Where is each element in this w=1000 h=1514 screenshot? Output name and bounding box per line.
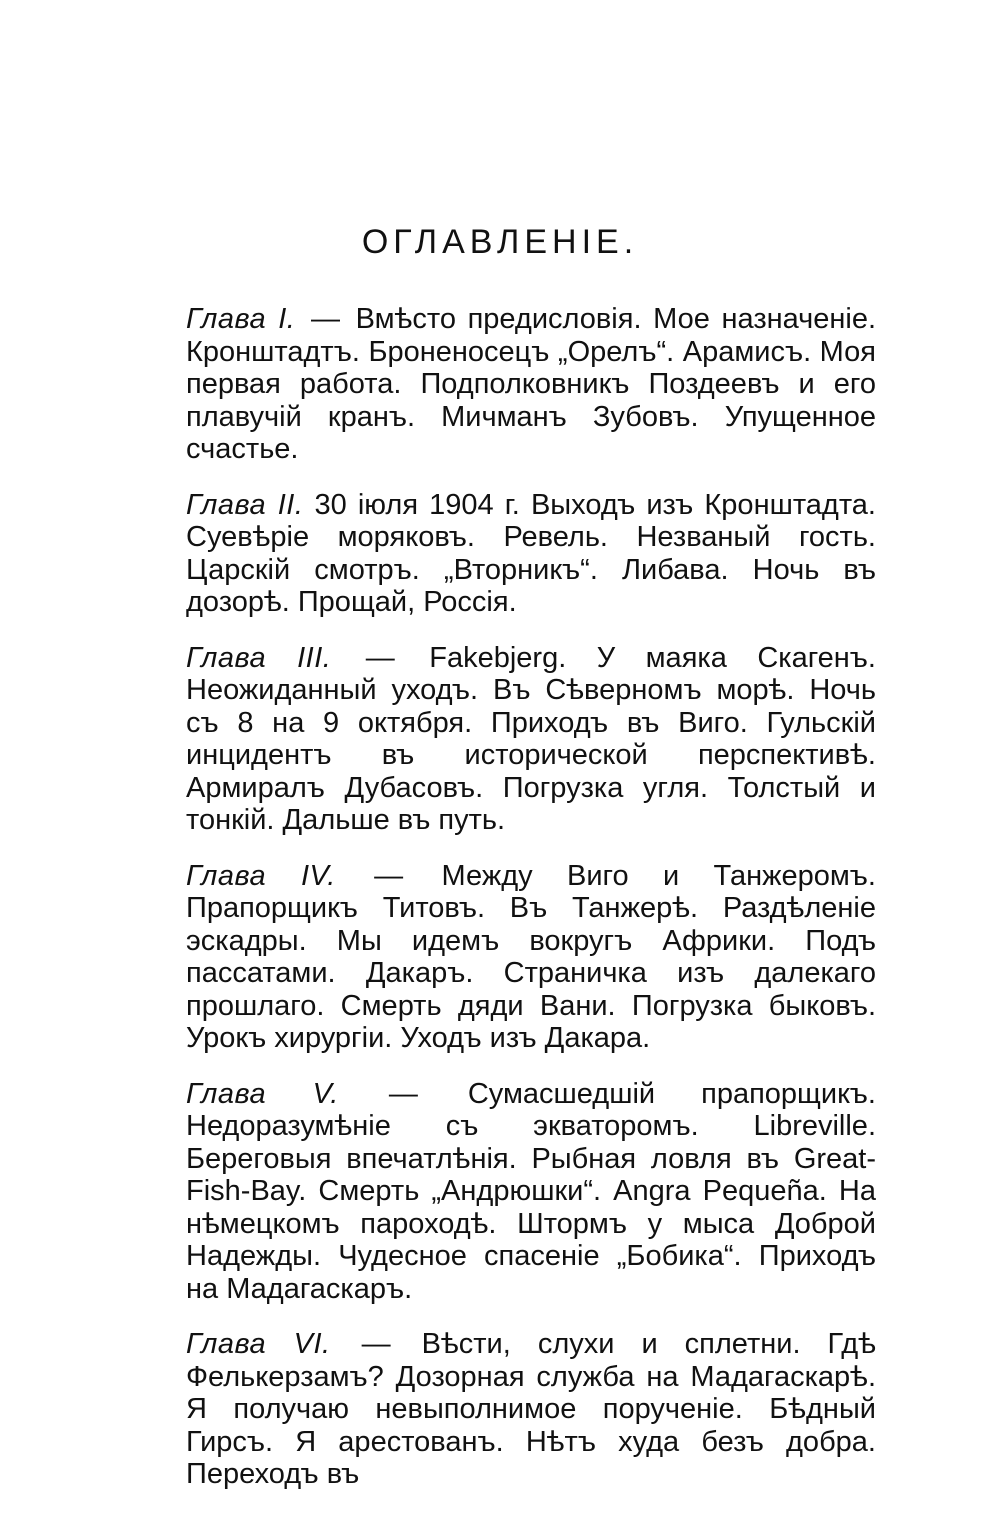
chapter-label: Глава II. — [186, 488, 304, 521]
toc-entry-chapter-4 — [186, 860, 876, 1055]
chapter-label: Глава V. — [186, 1077, 339, 1110]
chapter-dash: — — [361, 1328, 391, 1360]
table-of-contents — [186, 303, 876, 1514]
chapter-summary: 30 іюля 1904 г. Выходъ изъ Кронштадта. Суевѣріе моряковъ. Ревель. Незваный гость. Царскій смотръ. „Вторникъ“. Либава. Ночь въ дозорѣ. Прощай, Россія. — [186, 488, 876, 618]
toc-entry-chapter-2 — [186, 489, 876, 619]
toc-entry-chapter-3 — [186, 642, 876, 837]
chapter-label: Глава IV. — [186, 859, 336, 892]
chapter-label: Глава I. — [186, 303, 296, 335]
chapter-summary: Сумасшедшій прапорщикъ. Недоразумѣніе съ экваторомъ. Libreville. Береговыя впечатлѣнія. Рыбная ловля въ Great-Fish-Bay. Смерть „Андрюшки“. Angra Pequeña. На нѣмецкомъ пароходѣ. Штормъ у мыса Доброй Надежды. Чудесное спасеніе „Бобика“. Приходъ на Мадагаскаръ. — [186, 1077, 876, 1305]
chapter-summary: Вѣсти, слухи и сплетни. Гдѣ Фелькерзамъ? Дозорная служба на Мадагаскарѣ. Я получаю невыполнимое порученіе. Бѣдный Гирсъ. Я арестованъ. Нѣтъ худа безъ добра. Переходъ въ — [186, 1328, 876, 1490]
chapter-dash: — — [388, 1077, 418, 1110]
chapter-label: Глава III. — [186, 641, 332, 674]
chapter-summary: Между Виго и Танжеромъ. Прапорщикъ Титовъ. Въ Танжерѣ. Раздѣленіе эскадры. Мы идемъ вокругъ Африки. Подъ пассатами. Дакаръ. Страничка изъ далекаго прошлаго. Смерть дяди Вани. Погрузка быковъ. Урокъ хирургіи. Уходъ изъ Дакара. — [186, 859, 876, 1054]
chapter-label: Глава VI. — [186, 1328, 331, 1360]
toc-entry-chapter-1 — [186, 303, 876, 466]
chapter-dash: — — [374, 859, 404, 892]
toc-entry-chapter-6 — [186, 1328, 876, 1491]
page-title: ОГЛАВЛЕНІЕ. — [361, 223, 639, 261]
chapter-dash: — — [365, 641, 395, 674]
chapter-dash: — — [311, 303, 340, 335]
toc-entry-chapter-5 — [186, 1078, 876, 1306]
chapter-summary: Fakebjerg. У маяка Скагенъ. Неожиданный уходъ. Въ Сѣверномъ морѣ. Ночь съ 8 на 9 октября. Приходъ въ Виго. Гульскій инцидентъ въ исторической перспективѣ. Армиралъ Дубасовъ. Погрузка угля. Толстый и тонкій. Дальше въ путь. — [186, 641, 876, 836]
chapter-summary: Вмѣсто предисловія. Мое назначеніе. Кронштадтъ. Броненосецъ „Орелъ“. Арамисъ. Моя первая работа. Подполковникъ Поздеевъ и его плавучій кранъ. Мичманъ Зубовъ. Упущенное счастье. — [186, 303, 877, 465]
